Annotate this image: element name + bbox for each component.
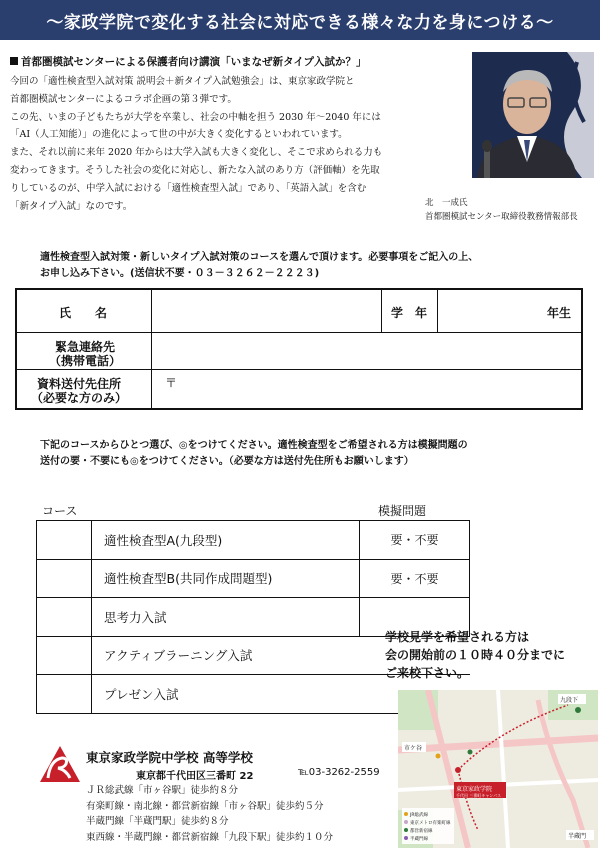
text-line: 会の開始前の１０時４０分までに [385, 648, 566, 662]
map-station-kudanshita: 九段下 [560, 697, 579, 704]
divider [381, 290, 382, 332]
application-form [15, 288, 583, 410]
mock-option[interactable]: 要・不要 [359, 560, 470, 598]
map-legend-item: 東京メトロ有楽町線 [410, 821, 451, 826]
visit-notice [385, 628, 565, 682]
name-field[interactable] [153, 290, 379, 332]
contact-field[interactable] [153, 333, 583, 368]
lecture-paragraph-1 [10, 73, 470, 215]
address-field[interactable] [179, 370, 583, 408]
lecture-title-text: 首都圏模試センターによる保護者向け講演「いまなぜ新タイプ入試か？」 [21, 56, 367, 68]
school-logo-icon [38, 744, 82, 788]
text-line: 今回の「適性検査型入試対策 説明会＋新タイプ入試勉強会」は、東京家政学院と [10, 76, 355, 87]
text-line: （必要な方のみ） [31, 391, 128, 405]
course-select-cell[interactable] [36, 598, 92, 636]
speaker-name: 北 一成氏 [425, 198, 468, 208]
course-name: 適性検査型B(共同作成問題型) [104, 571, 273, 587]
text-line: 変わってきます。そうした社会の変化に対応し、新たな入試のあり方（評価軸）を先取 [10, 164, 380, 176]
course-table [36, 521, 470, 714]
course-select-cell[interactable] [36, 560, 92, 598]
course-row [36, 521, 470, 560]
school-address: 東京都千代田区三番町 22 [136, 771, 254, 782]
name-label: 氏 名 [59, 306, 108, 320]
school-name: 東京家政学院中学校 高等学校 [86, 750, 253, 765]
map-station-hanzomon: 半蔵門 [568, 833, 587, 840]
text-line: お申し込み下さい。(送信状不要・０３－３２６２－２２２３) [40, 268, 320, 279]
text-line: 適性検査型入試対策・新しいタイプ入試対策のコースを選んで頂けます。必要事項をご記入の上、 [40, 252, 479, 263]
text-line: 緊急連絡先 [55, 340, 116, 354]
postal-mark: 〒 [165, 376, 178, 390]
access-directions [86, 783, 333, 845]
mock-option[interactable]: 要・不要 [359, 521, 470, 559]
school-phone: ℡03-3262-2559 [298, 767, 380, 778]
map-legend-item: 半蔵門線 [410, 837, 428, 842]
header-banner: ～家政学院で変化する社会に対応できる様々な力を身につける～ [0, 0, 600, 40]
square-bullet-icon [10, 57, 18, 65]
lecture-section [10, 54, 470, 215]
text-line: この先、いまの子どもたちが大学を卒業し、社会の中軸を担う 2030 年～2040 年には [10, 111, 381, 123]
course-note [40, 438, 468, 470]
course-name: 適性検査型A(九段型) [104, 532, 223, 548]
grade-field[interactable] [439, 290, 539, 332]
access-map [398, 690, 598, 848]
divider [437, 290, 438, 332]
course-select-cell[interactable] [36, 637, 92, 675]
text-line: ご来校下さい。 [385, 666, 470, 680]
map-legend-item: JR総武線 [410, 813, 428, 818]
course-select-cell[interactable] [36, 521, 92, 559]
map-legend-item: 都営新宿線 [410, 829, 433, 834]
mock-column-header: 模擬問題 [378, 504, 427, 518]
grade-suffix: 年生 [547, 306, 572, 320]
course-name: アクティブラーニング入試 [104, 648, 253, 664]
text-line: 資料送付先住所 [37, 377, 122, 391]
map-school-sublabel: 千代田 三番町キャンパス [456, 793, 501, 798]
text-line: りしているのが、中学入試における「適性検査型入試」であり、「英語入試」を含む [10, 182, 367, 194]
speaker-photo [472, 52, 594, 178]
text-line: ＪＲ総武線「市ヶ谷駅」徒歩約８分 [86, 785, 239, 796]
text-line: 半蔵門線「半蔵門駅」徒歩約８分 [86, 816, 229, 827]
contact-label [49, 340, 121, 368]
course-select-cell[interactable] [36, 675, 92, 713]
divider [151, 290, 152, 408]
course-name: 思考力入試 [104, 609, 167, 625]
text-line: 「新タイプ入試」なのです。 [10, 200, 133, 212]
map-station-ichigaya: 市ケ谷 [404, 745, 423, 752]
course-row [36, 560, 470, 599]
map-school-label: 東京家政学院 [456, 786, 493, 793]
lecture-title [10, 54, 470, 69]
course-name: プレゼン入試 [104, 686, 179, 702]
course-column-header: コース [42, 504, 78, 518]
text-line: 首都圏模試センターによるコラボ企画の第３弾です。 [10, 93, 237, 105]
text-line: また、それ以前に来年 2020 年からは大学入試も大きく変化し、そこで求められる力も [10, 147, 383, 159]
text-line: 学校見学を希望される方は [385, 630, 530, 644]
grade-label: 学 年 [391, 306, 428, 320]
text-line: 下記のコースからひとつ選び、◎をつけてください。適性検査型をご希望される方は模擬問題の [40, 440, 468, 451]
application-intro [40, 250, 478, 282]
text-line: 東西線・半蔵門線・都営新宿線「九段下駅」徒歩約１０分 [86, 831, 334, 843]
address-label [31, 377, 127, 405]
text-line: （携帯電話） [49, 354, 122, 368]
text-line: 有楽町線・南北線・都営新宿線「市ヶ谷駅」徒歩約５分 [86, 800, 324, 812]
text-line: 送付の要・不要にも◎をつけてください。（必要な方は送付先住所もお願いします） [40, 456, 414, 467]
text-line: 「AI（人工知能）」の進化によって世の中が大きく変化するといわれています。 [10, 129, 348, 141]
speaker-role: 首都圏模試センター取締役教務情報部長 [425, 212, 578, 222]
